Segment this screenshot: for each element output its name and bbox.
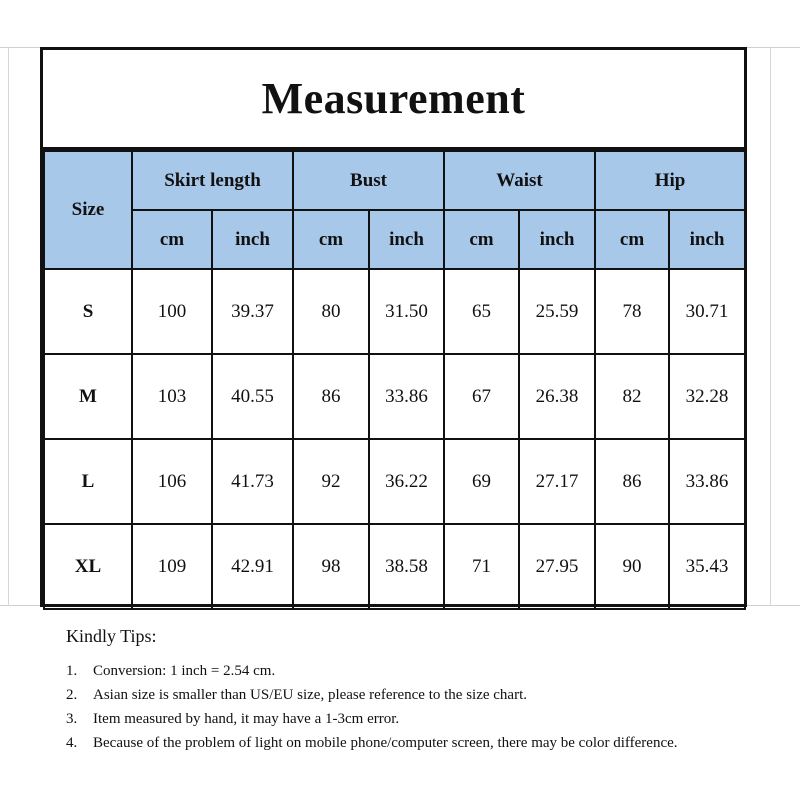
header-row-units xyxy=(44,210,745,269)
table-cell: 69 xyxy=(444,439,519,524)
list-item-number: 4. xyxy=(66,735,78,751)
size-cell: L xyxy=(44,439,132,524)
table-cell: 86 xyxy=(293,354,369,439)
measurement-sheet xyxy=(40,47,747,607)
list-item xyxy=(66,731,766,755)
hip-header: Hip xyxy=(595,151,745,210)
size-cell: XL xyxy=(44,524,132,609)
table-cell: 25.59 xyxy=(519,269,595,354)
unit-header-cm: cm xyxy=(293,210,369,269)
unit-header-cm: cm xyxy=(132,210,212,269)
table-cell: 92 xyxy=(293,439,369,524)
table-cell: 33.86 xyxy=(669,439,745,524)
table-cell: 42.91 xyxy=(212,524,293,609)
unit-header-inch: inch xyxy=(519,210,595,269)
table-cell: 31.50 xyxy=(369,269,444,354)
right-guide-line xyxy=(770,47,771,606)
table-cell: 65 xyxy=(444,269,519,354)
table-cell: 86 xyxy=(595,439,669,524)
tips-title: Kindly Tips: xyxy=(66,626,157,646)
size-cell: M xyxy=(44,354,132,439)
list-item-number: 1. xyxy=(66,663,78,679)
table-cell: 39.37 xyxy=(212,269,293,354)
table-cell: 33.86 xyxy=(369,354,444,439)
bust-header: Bust xyxy=(293,151,444,210)
unit-header-cm: cm xyxy=(444,210,519,269)
table-cell: 67 xyxy=(444,354,519,439)
table-cell: 98 xyxy=(293,524,369,609)
table-cell: 27.17 xyxy=(519,439,595,524)
list-item-number: 3. xyxy=(66,711,78,727)
table-cell: 30.71 xyxy=(669,269,745,354)
table-row xyxy=(44,269,745,354)
table-row xyxy=(44,524,745,609)
table-row xyxy=(44,439,745,524)
list-item xyxy=(66,683,766,707)
page-title: Measurement xyxy=(43,50,744,150)
table-cell: 71 xyxy=(444,524,519,609)
table-cell: 41.73 xyxy=(212,439,293,524)
table-cell: 106 xyxy=(132,439,212,524)
table-cell: 100 xyxy=(132,269,212,354)
list-item xyxy=(66,659,766,683)
size-cell: S xyxy=(44,269,132,354)
table-cell: 78 xyxy=(595,269,669,354)
table-cell: 80 xyxy=(293,269,369,354)
table-row xyxy=(44,354,745,439)
table-cell: 82 xyxy=(595,354,669,439)
left-guide-line xyxy=(8,47,9,606)
waist-header: Waist xyxy=(444,151,595,210)
kindly-tips xyxy=(66,626,766,755)
list-item-text: Item measured by hand, it may have a 1-3cm error. xyxy=(93,711,400,727)
unit-header-inch: inch xyxy=(369,210,444,269)
table-cell: 109 xyxy=(132,524,212,609)
unit-header-inch: inch xyxy=(212,210,293,269)
table-cell: 103 xyxy=(132,354,212,439)
list-item-text: Because of the problem of light on mobile phone/computer screen, there may be color difference. xyxy=(93,735,678,751)
table-cell: 27.95 xyxy=(519,524,595,609)
unit-header-cm: cm xyxy=(595,210,669,269)
tips-list xyxy=(66,659,766,755)
table-cell: 40.55 xyxy=(212,354,293,439)
table-cell: 36.22 xyxy=(369,439,444,524)
table-cell: 35.43 xyxy=(669,524,745,609)
unit-header-inch: inch xyxy=(669,210,745,269)
table-cell: 32.28 xyxy=(669,354,745,439)
table-cell: 26.38 xyxy=(519,354,595,439)
size-column-header: Size xyxy=(44,151,132,269)
size-chart-table xyxy=(43,150,746,610)
table-cell: 90 xyxy=(595,524,669,609)
list-item-text: Asian size is smaller than US/EU size, please reference to the size chart. xyxy=(93,687,527,703)
skirt-length-header: Skirt length xyxy=(132,151,293,210)
list-item-text: Conversion: 1 inch = 2.54 cm. xyxy=(93,663,276,679)
list-item xyxy=(66,707,766,731)
table-cell: 38.58 xyxy=(369,524,444,609)
list-item-number: 2. xyxy=(66,687,78,703)
header-row-groups xyxy=(44,151,745,210)
